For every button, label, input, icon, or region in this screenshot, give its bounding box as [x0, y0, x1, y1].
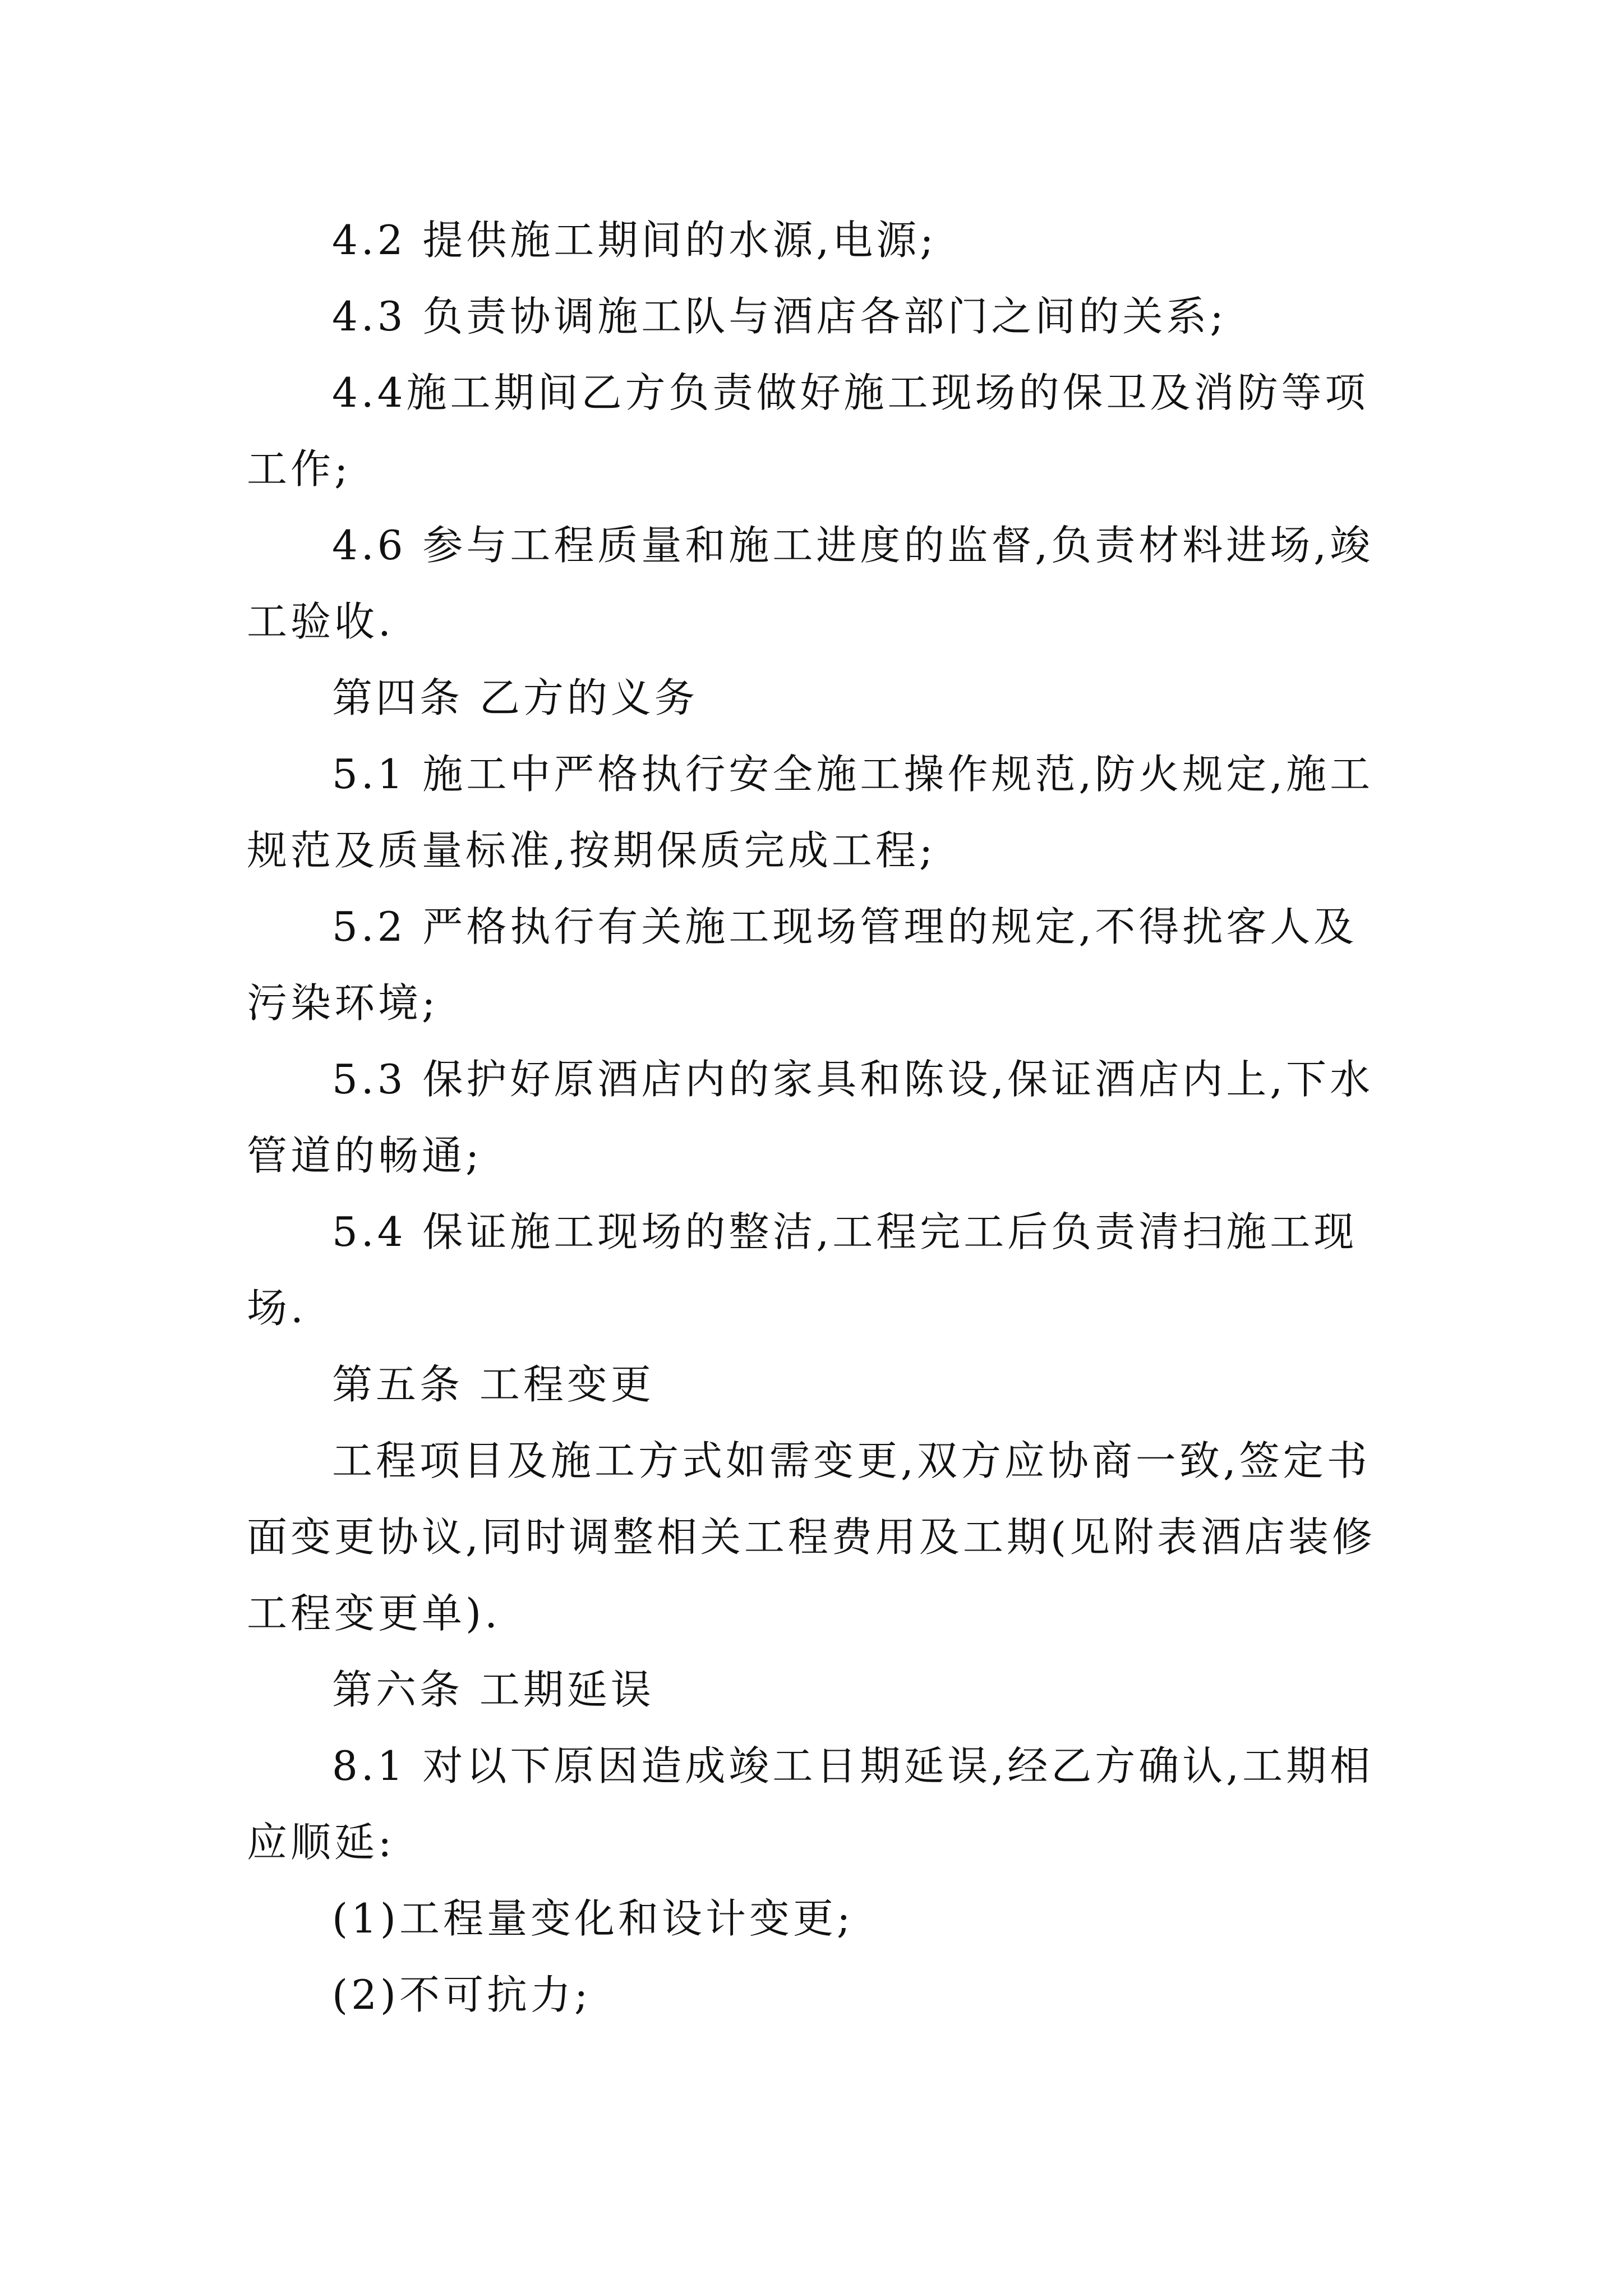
clause-8-1: 8.1 对以下原因造成竣工日期延误,经乙方确认,工期相应顺延: [247, 1742, 1374, 1866]
list-item-1: (1)工程量变化和设计变更; [332, 1895, 854, 1942]
clause-5-3: 5.3 保护好原酒店内的家具和陈设,保证酒店内上,下水管道的畅通; [247, 1056, 1374, 1179]
clause-5-4: 5.4 保证施工现场的整洁,工程完工后负责清扫施工现场. [247, 1208, 1358, 1332]
article-5-heading: 第五条 工程变更 [332, 1361, 654, 1408]
article-5-body: 工程项目及施工方式如需变更,双方应协商一致,签定书面变更协议,同时调整相关工程费用及工期(见附表酒店装修工程变更单). [247, 1437, 1376, 1637]
clause-4-6: 4.6 参与工程质量和施工进度的监督,负责材料进场,竣工验收. [247, 522, 1374, 645]
list-item-2: (2)不可抗力; [332, 1971, 592, 2018]
article-6-heading: 第六条 工期延误 [332, 1666, 654, 1713]
clause-5-1: 5.1 施工中严格执行安全施工操作规范,防火规定,施工规范及质量标准,按期保质完成工程; [247, 751, 1374, 874]
clause-4-2: 4.2 提供施工期间的水源,电源; [332, 217, 937, 264]
clause-4-3: 4.3 负责协调施工队与酒店各部门之间的关系; [332, 293, 1227, 340]
document-body [247, 202, 1385, 2033]
clause-5-2: 5.2 严格执行有关施工现场管理的规定,不得扰客人及污染环境; [247, 903, 1358, 1027]
clause-4-4: 4.4施工期间乙方负责做好施工现场的保卫及消防等项工作; [247, 369, 1369, 493]
article-4-heading: 第四条 乙方的义务 [332, 674, 698, 721]
